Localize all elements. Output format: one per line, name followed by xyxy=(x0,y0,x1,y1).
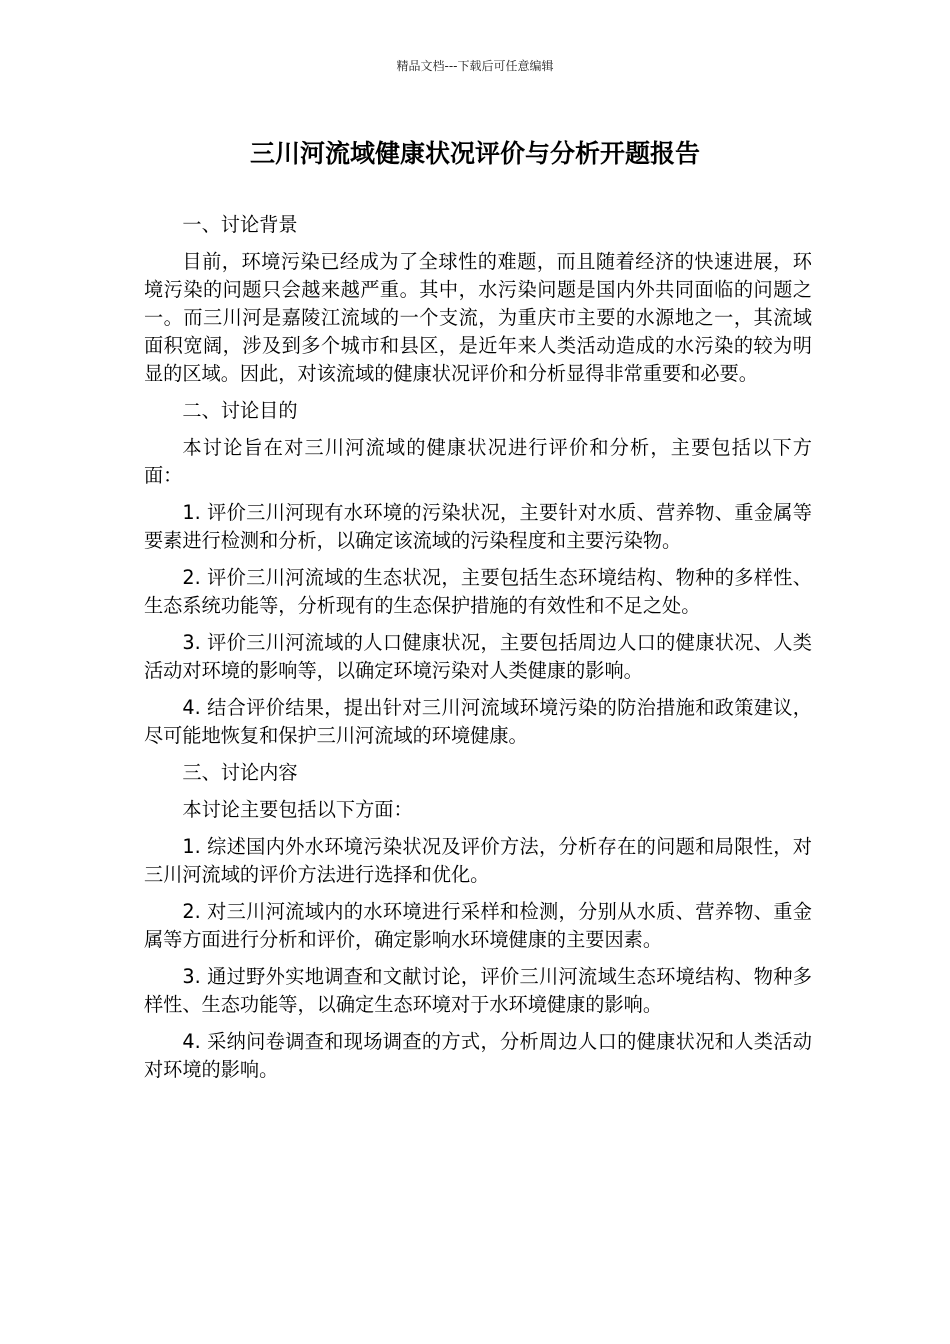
paragraph-content-intro: 本讨论主要包括以下方面： xyxy=(182,798,413,821)
list-item-purpose-3: 3. 评价三川河流域的人口健康状况，主要包括周边人口的健康状况、人类活动对环境的影响等，以确定环境污染对人类健康的影响。 xyxy=(144,631,812,682)
list-item-purpose-1: 1. 评价三川河现有水环境的污染状况，主要针对水质、营养物、重金属等要素进行检测和分析，以确定该流域的污染程度和主要污染物。 xyxy=(144,501,812,552)
paragraph-background: 目前，环境污染已经成为了全球性的难题，而且随着经济的快速进展，环境污染的问题只会越来越严重。其中，水污染问题是国内外共同面临的问题之一。而三川河是嘉陵江流域的一个支流，为重庆市主要的水源地之一，其流域面积宽阔，涉及到多个城市和县区，是近年来人类活动造成的水污染的较为明显的区域。因此，对该流域的健康状况评价和分析显得非常重要和必要。 xyxy=(144,250,812,385)
list-item-purpose-4: 4. 结合评价结果，提出针对三川河流域环境污染的防治措施和政策建议，尽可能地恢复和保护三川河流域的环境健康。 xyxy=(144,696,812,747)
document-body xyxy=(144,211,812,1093)
list-item-content-2: 2. 对三川河流域内的水环境进行采样和检测，分别从水质、营养物、重金属等方面进行分析和评价，确定影响水环境健康的主要因素。 xyxy=(144,900,812,951)
list-item-content-4: 4. 采纳问卷调查和现场调查的方式，分析周边人口的健康状况和人类活动对环境的影响。 xyxy=(144,1030,812,1081)
page-title: 三川河流域健康状况评价与分析开题报告 xyxy=(249,139,700,168)
list-item-purpose-2: 2. 评价三川河流域的生态状况，主要包括生态环境结构、物种的多样性、生态系统功能等，分析现有的生态保护措施的有效性和不足之处。 xyxy=(144,566,812,617)
list-item-content-1: 1. 综述国内外水环境污染状况及评价方法，分析存在的问题和局限性，对三川河流域的评价方法进行选择和优化。 xyxy=(144,835,812,886)
paragraph-purpose-intro: 本讨论旨在对三川河流域的健康状况进行评价和分析，主要包括以下方面： xyxy=(144,436,812,487)
list-item-content-3: 3. 通过野外实地调查和文献讨论，评价三川河流域生态环境结构、物种多样性、生态功能等，以确定生态环境对于水环境健康的影响。 xyxy=(144,965,812,1016)
section-heading-background: 一、讨论背景 xyxy=(182,213,298,236)
header-note: 精品文档---下载后可任意编辑 xyxy=(396,59,554,73)
section-heading-content: 三、讨论内容 xyxy=(182,761,298,784)
section-heading-purpose: 二、讨论目的 xyxy=(182,399,298,422)
